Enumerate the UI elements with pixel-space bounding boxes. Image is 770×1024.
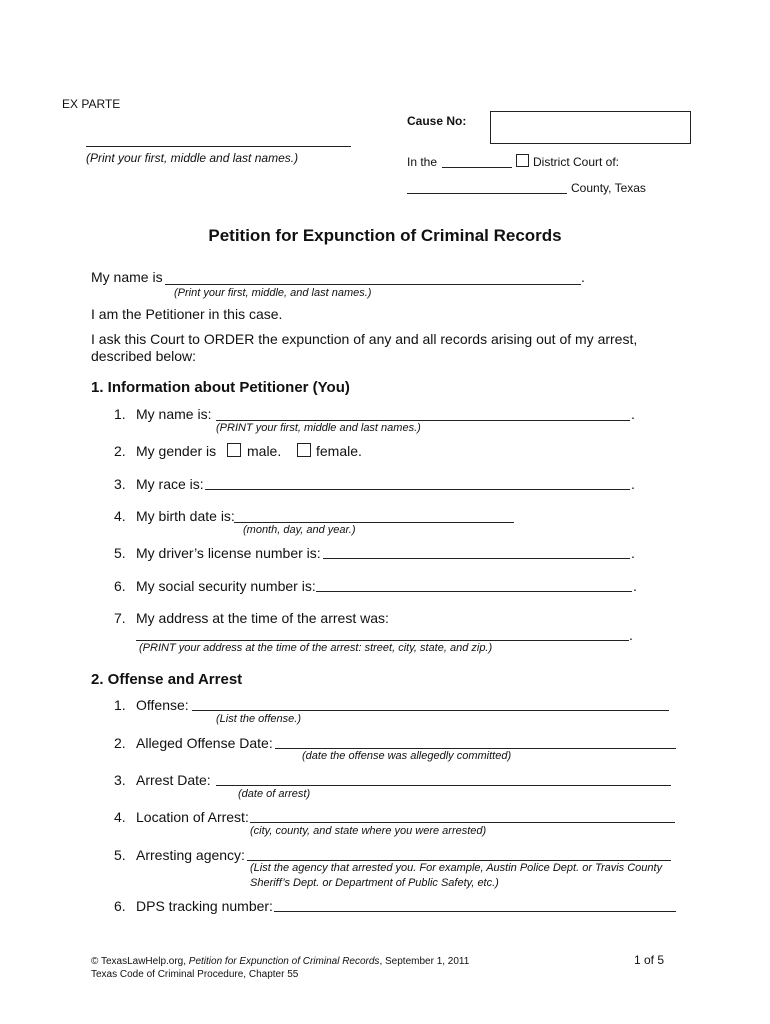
s1-item7-label: My address at the time of the arrest was: — [136, 610, 389, 626]
female-checkbox[interactable] — [297, 443, 311, 457]
period: . — [581, 269, 585, 285]
s1-name-line[interactable] — [216, 420, 630, 421]
footer-doc-title: Petition for Expunction of Criminal Records — [188, 956, 380, 967]
s1-item4-label: My birth date is: — [136, 508, 235, 524]
male-label: male. — [247, 443, 282, 459]
s1-item1-num: 1. — [114, 406, 126, 422]
s2-arrest-date-hint: (date of arrest) — [238, 788, 311, 800]
s2-item2-label: Alleged Offense Date: — [136, 735, 273, 751]
s2-item2-num: 2. — [114, 735, 126, 751]
s1-birthdate-hint: (month, day, and year.) — [243, 524, 356, 536]
page-title: Petition for Expunction of Criminal Records — [208, 226, 562, 245]
district-court-checkbox[interactable] — [516, 154, 529, 167]
district-court-label: District Court of: — [533, 155, 620, 169]
s2-item6-label: DPS tracking number: — [136, 898, 273, 914]
s1-item7-num: 7. — [114, 610, 126, 626]
cause-no-field[interactable] — [490, 111, 691, 144]
s2-item1-num: 1. — [114, 697, 126, 713]
period: . — [631, 545, 635, 561]
s1-item3-label: My race is: — [136, 476, 204, 492]
s2-item5-label: Arresting agency: — [136, 847, 245, 863]
s1-item2-label: My gender is — [136, 443, 217, 459]
page-number: 1 of 5 — [634, 953, 665, 967]
ask-statement-line1: I ask this Court to ORDER the expunction of any and all records arising out of my arrest, — [91, 331, 638, 347]
s2-offense-date-line[interactable] — [275, 748, 676, 749]
s2-dps-line[interactable] — [274, 911, 676, 912]
s1-item6-label: My social security number is: — [136, 578, 316, 594]
s1-address-hint: (PRINT your address at the time of the arrest: street, city, state, and zip.) — [139, 642, 493, 654]
s2-location-hint: (city, county, and state where you were arrested) — [250, 825, 487, 837]
s2-item3-label: Arrest Date: — [136, 772, 211, 788]
footer-citation — [91, 956, 469, 967]
petitioner-statement: I am the Petitioner in this case. — [91, 306, 283, 322]
s1-item4-num: 4. — [114, 508, 126, 524]
names-hint: (Print your first, middle, and last names.) — [174, 287, 372, 299]
male-checkbox[interactable] — [227, 443, 241, 457]
period: . — [631, 476, 635, 492]
ex-parte-label: EX PARTE — [62, 97, 121, 111]
section2-heading: 2. Offense and Arrest — [91, 671, 243, 688]
court-number-line[interactable] — [442, 167, 512, 168]
ask-statement-line2: described below: — [91, 348, 197, 364]
s2-arrest-date-line[interactable] — [216, 785, 671, 786]
petitioner-name-line[interactable] — [86, 146, 351, 147]
county-line[interactable] — [407, 193, 567, 194]
in-the-label: In the — [407, 155, 438, 169]
female-label: female. — [316, 443, 362, 459]
s1-item5-label: My driver’s license number is: — [136, 545, 321, 561]
s2-offense-line[interactable] — [192, 710, 669, 711]
period: . — [633, 578, 637, 594]
s2-item6-num: 6. — [114, 898, 126, 914]
s1-item1-label: My name is: — [136, 406, 212, 422]
s1-birthdate-line[interactable] — [234, 522, 514, 523]
s1-name-hint: (PRINT your first, middle and last names.) — [216, 422, 421, 434]
s2-location-line[interactable] — [250, 822, 675, 823]
s1-race-line[interactable] — [205, 489, 630, 490]
s1-license-line[interactable] — [323, 558, 630, 559]
s2-item3-num: 3. — [114, 772, 126, 788]
s2-agency-hint-line1: (List the agency that arrested you. For example, Austin Police Dept. or Travis County — [250, 862, 663, 874]
s1-item6-num: 6. — [114, 578, 126, 594]
s2-offense-date-hint: (date the offense was allegedly committed) — [302, 750, 512, 762]
my-name-is-label: My name is — [91, 269, 163, 285]
county-texas-label: County, Texas — [571, 181, 646, 195]
s2-item4-num: 4. — [114, 809, 126, 825]
s1-address-line[interactable] — [136, 640, 629, 641]
s1-item3-num: 3. — [114, 476, 126, 492]
s2-item5-num: 5. — [114, 847, 126, 863]
footer-code: Texas Code of Criminal Procedure, Chapter 55 — [91, 969, 299, 980]
s1-ssn-line[interactable] — [316, 591, 632, 592]
period: . — [629, 627, 633, 643]
s2-agency-line[interactable] — [247, 860, 671, 861]
cause-no-label: Cause No: — [407, 114, 467, 128]
s2-offense-hint: (List the offense.) — [216, 713, 301, 725]
s1-item5-num: 5. — [114, 545, 126, 561]
s2-agency-hint-line2: Sheriff’s Dept. or Department of Public Safety, etc.) — [250, 877, 499, 889]
s1-item2-num: 2. — [114, 443, 126, 459]
s2-item4-label: Location of Arrest: — [136, 809, 249, 825]
footer-date: , September 1, 2011 — [379, 956, 470, 967]
period: . — [631, 406, 635, 422]
footer-copyright: © TexasLawHelp.org, — [91, 956, 187, 967]
print-names-hint: (Print your first, middle and last names.) — [86, 151, 299, 165]
section1-heading: 1. Information about Petitioner (You) — [91, 379, 350, 396]
s2-item1-label: Offense: — [136, 697, 189, 713]
my-name-line[interactable] — [165, 284, 581, 285]
